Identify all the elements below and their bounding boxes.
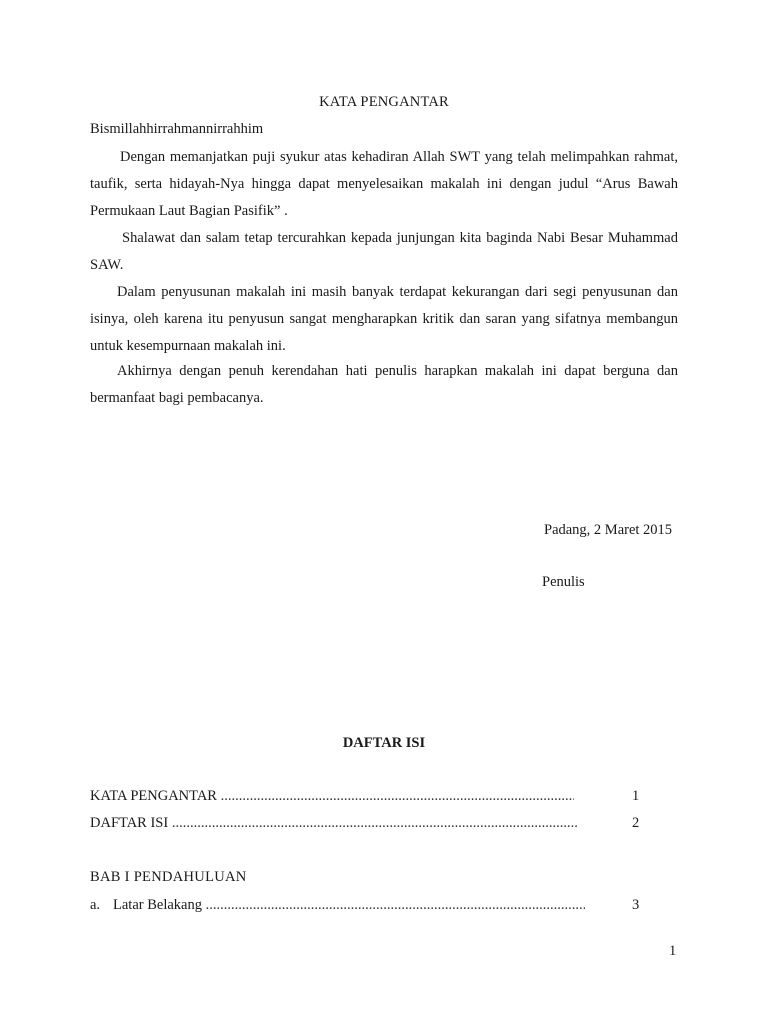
toc-chapter-heading: BAB I PENDAHULUAN xyxy=(90,869,247,885)
toc-entry-page: 2 xyxy=(632,815,640,831)
toc-entry-daftar-isi xyxy=(90,815,578,832)
preface-title: KATA PENGANTAR xyxy=(319,94,449,110)
toc-title: DAFTAR ISI xyxy=(342,735,426,751)
toc-entry-label: Latar Belakang xyxy=(113,897,202,913)
preface-paragraph-1: Dengan memanjatkan puji syukur atas kehadiran Allah SWT yang telah melimpahkan rahmat, taufik, serta hidayah-Nya hingga dapat menyelesaikan makalah ini dengan judul “Arus Bawah Permukaan Laut Bagian Pasifik” . xyxy=(90,149,678,219)
preface-greeting: Bismillahhirrahmannirrahhim xyxy=(90,121,264,137)
toc-entry-label: DAFTAR ISI xyxy=(90,815,169,831)
preface-paragraph-4: Akhirnya dengan penuh kerendahan hati penulis harapkan makalah ini dapat berguna dan bermanfaat bagi pembacanya. xyxy=(90,363,678,406)
page-number: 1 xyxy=(669,943,677,959)
preface-paragraph-3: Dalam penyusunan makalah ini masih banyak terdapat kekurangan dari segi penyusunan dan isinya, oleh karena itu penyusun sangat mengharapkan kritik dan saran yang sifatnya membangun untuk kesempurnaan makalah ini. xyxy=(90,284,678,354)
toc-entry-page: 3 xyxy=(632,897,640,913)
toc-entry-kata-pengantar xyxy=(90,788,574,805)
place-date: Padang, 2 Maret 2015 xyxy=(544,522,673,538)
author-signature: Penulis xyxy=(542,574,585,590)
preface-paragraph-2: Shalawat dan salam tetap tercurahkan kepada junjungan kita baginda Nabi Besar Muhammad SAW. xyxy=(90,230,678,273)
toc-entry-page: 1 xyxy=(632,788,640,804)
toc-sub-entry-marker: a. xyxy=(90,897,101,913)
toc-sub-entry-latar-belakang xyxy=(113,897,585,914)
toc-entry-label: KATA PENGANTAR xyxy=(90,788,217,804)
